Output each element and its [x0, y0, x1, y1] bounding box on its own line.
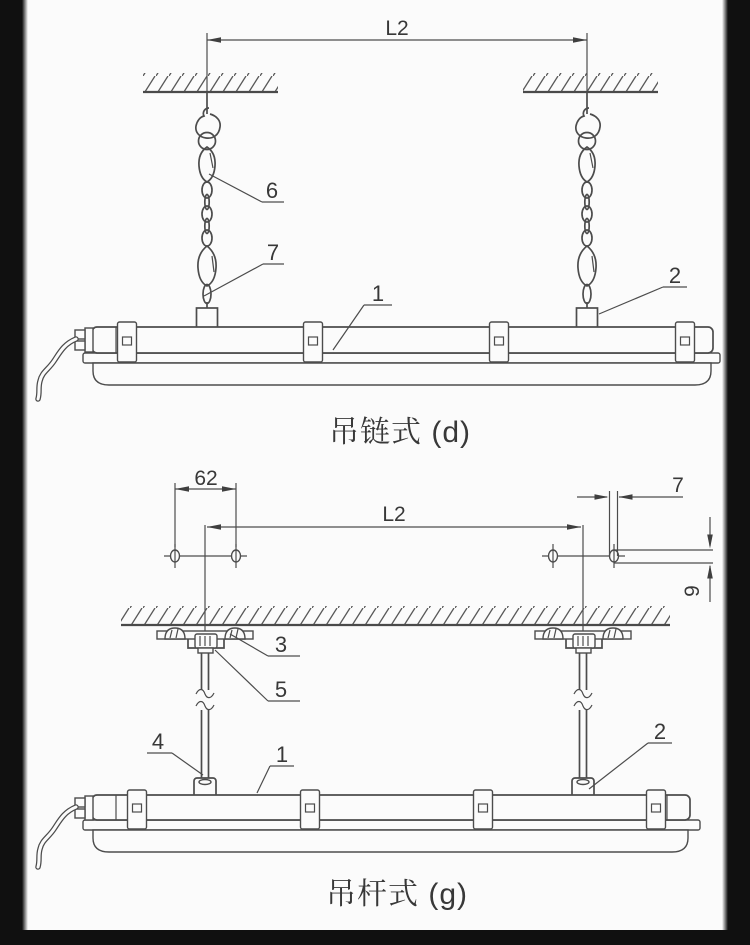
mounting-clip — [490, 322, 509, 362]
part-label-fixture-1-bottom: 1 — [275, 742, 289, 767]
part-label-bracket-3: 3 — [274, 632, 288, 657]
mounting-clip — [676, 322, 695, 362]
letterbox-bottom — [0, 930, 750, 945]
mounting-clip — [304, 322, 323, 362]
mounting-clip — [301, 790, 320, 829]
caption-rod-type: 吊杆式 (g) — [326, 878, 468, 911]
ceiling-top-right — [523, 73, 658, 92]
ceiling-top-left — [143, 73, 278, 92]
ceiling-bottom — [121, 606, 670, 625]
mounting-clip — [128, 790, 147, 829]
part-label-block-2-bottom: 2 — [653, 719, 667, 744]
part-label-rod-4: 4 — [151, 729, 165, 754]
part-label-hook-7: 7 — [266, 240, 280, 265]
letterbox-right-fade — [722, 0, 728, 945]
letterbox-left — [0, 0, 22, 945]
part-label-fixture-1-top: 1 — [371, 281, 385, 306]
mounting-clip — [118, 322, 137, 362]
caption-chain-type: 吊链式 (d) — [329, 416, 471, 449]
dim-label-62: 62 — [194, 467, 218, 490]
part-label-block-2-top: 2 — [668, 263, 682, 288]
dim-label-l2-bottom: L2 — [382, 503, 406, 526]
dim-label-slot-9: 9 — [681, 585, 704, 597]
part-label-chain-6: 6 — [265, 178, 279, 203]
letterbox-left-fade — [22, 0, 28, 945]
dim-label-slot-7: 7 — [672, 474, 684, 497]
mounting-clip — [647, 790, 666, 829]
dim-label-l2-top: L2 — [385, 17, 409, 40]
mounting-clip — [474, 790, 493, 829]
part-label-nut-5: 5 — [274, 677, 288, 702]
letterbox-right — [728, 0, 750, 945]
